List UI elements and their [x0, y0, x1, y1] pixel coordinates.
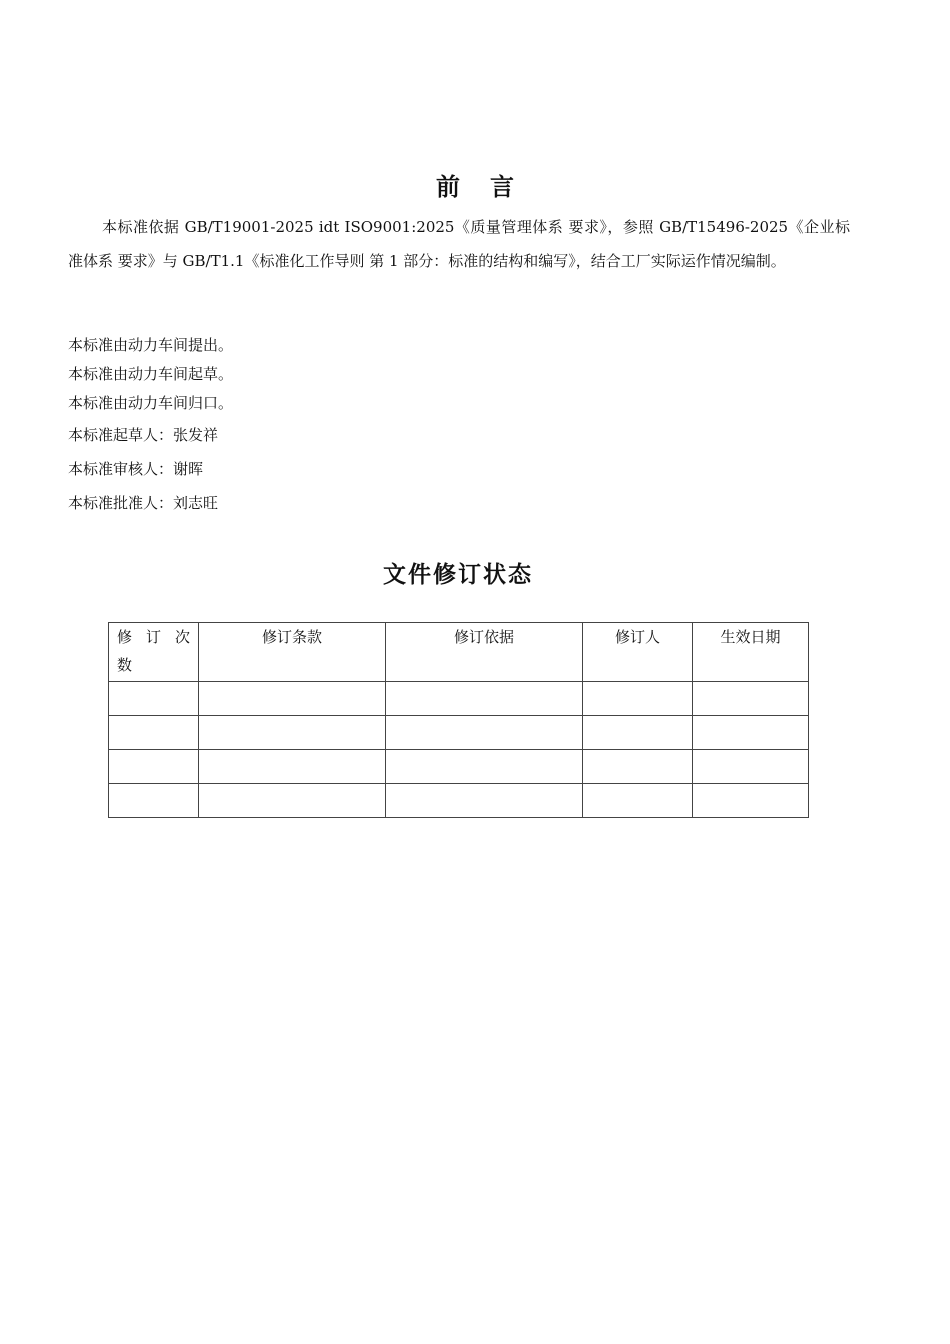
- table-cell: [693, 682, 809, 716]
- header-revision-count: 修 订 次 数: [109, 623, 199, 682]
- administrator-line: 本标准由动力车间归口。: [68, 394, 234, 412]
- proposer-line: 本标准由动力车间提出。: [68, 336, 234, 354]
- table-cell: [386, 784, 583, 818]
- table-cell: [199, 784, 386, 818]
- table-cell: [693, 784, 809, 818]
- preface-paragraph: 本标准依据 GB/T19001-2025 idt ISO9001:2025《质量管理体系 要求》，参照 GB/T15496-2025《企业标准体系 要求》与 GB/T1.1《标准化工作导则 第 1 部分：标准的结构和编写》，结合工厂实际运作情况编制。: [68, 218, 850, 270]
- drafter-line: 本标准起草人：张发祥: [68, 426, 219, 444]
- revision-title: 文件修订状态: [383, 562, 533, 588]
- approver-line: 本标准批准人：刘志旺: [68, 494, 219, 512]
- header-reviser: 修订人: [583, 623, 693, 682]
- header-revised-clause: 修订条款: [199, 623, 386, 682]
- table-row: [109, 750, 809, 784]
- table-cell: [583, 716, 693, 750]
- table-cell: [386, 750, 583, 784]
- table-cell: [199, 750, 386, 784]
- reviewer-line: 本标准审核人：谢晖: [68, 460, 204, 478]
- table-cell: [109, 750, 199, 784]
- table-row: [109, 716, 809, 750]
- header-revision-basis: 修订依据: [386, 623, 583, 682]
- table-cell: [583, 784, 693, 818]
- table-cell: [199, 682, 386, 716]
- table-cell: [109, 784, 199, 818]
- revision-table: [108, 622, 809, 818]
- table-cell: [109, 716, 199, 750]
- table-row: [109, 784, 809, 818]
- header-effective-date: 生效日期: [693, 623, 809, 682]
- table-cell: [583, 750, 693, 784]
- table-cell: [583, 682, 693, 716]
- revision-header-row: [109, 623, 809, 682]
- table-cell: [693, 716, 809, 750]
- drafter-unit-line: 本标准由动力车间起草。: [68, 365, 234, 383]
- table-cell: [109, 682, 199, 716]
- table-cell: [693, 750, 809, 784]
- table-cell: [386, 716, 583, 750]
- table-cell: [386, 682, 583, 716]
- table-cell: [199, 716, 386, 750]
- preface-title: 前言: [436, 173, 544, 201]
- table-row: [109, 682, 809, 716]
